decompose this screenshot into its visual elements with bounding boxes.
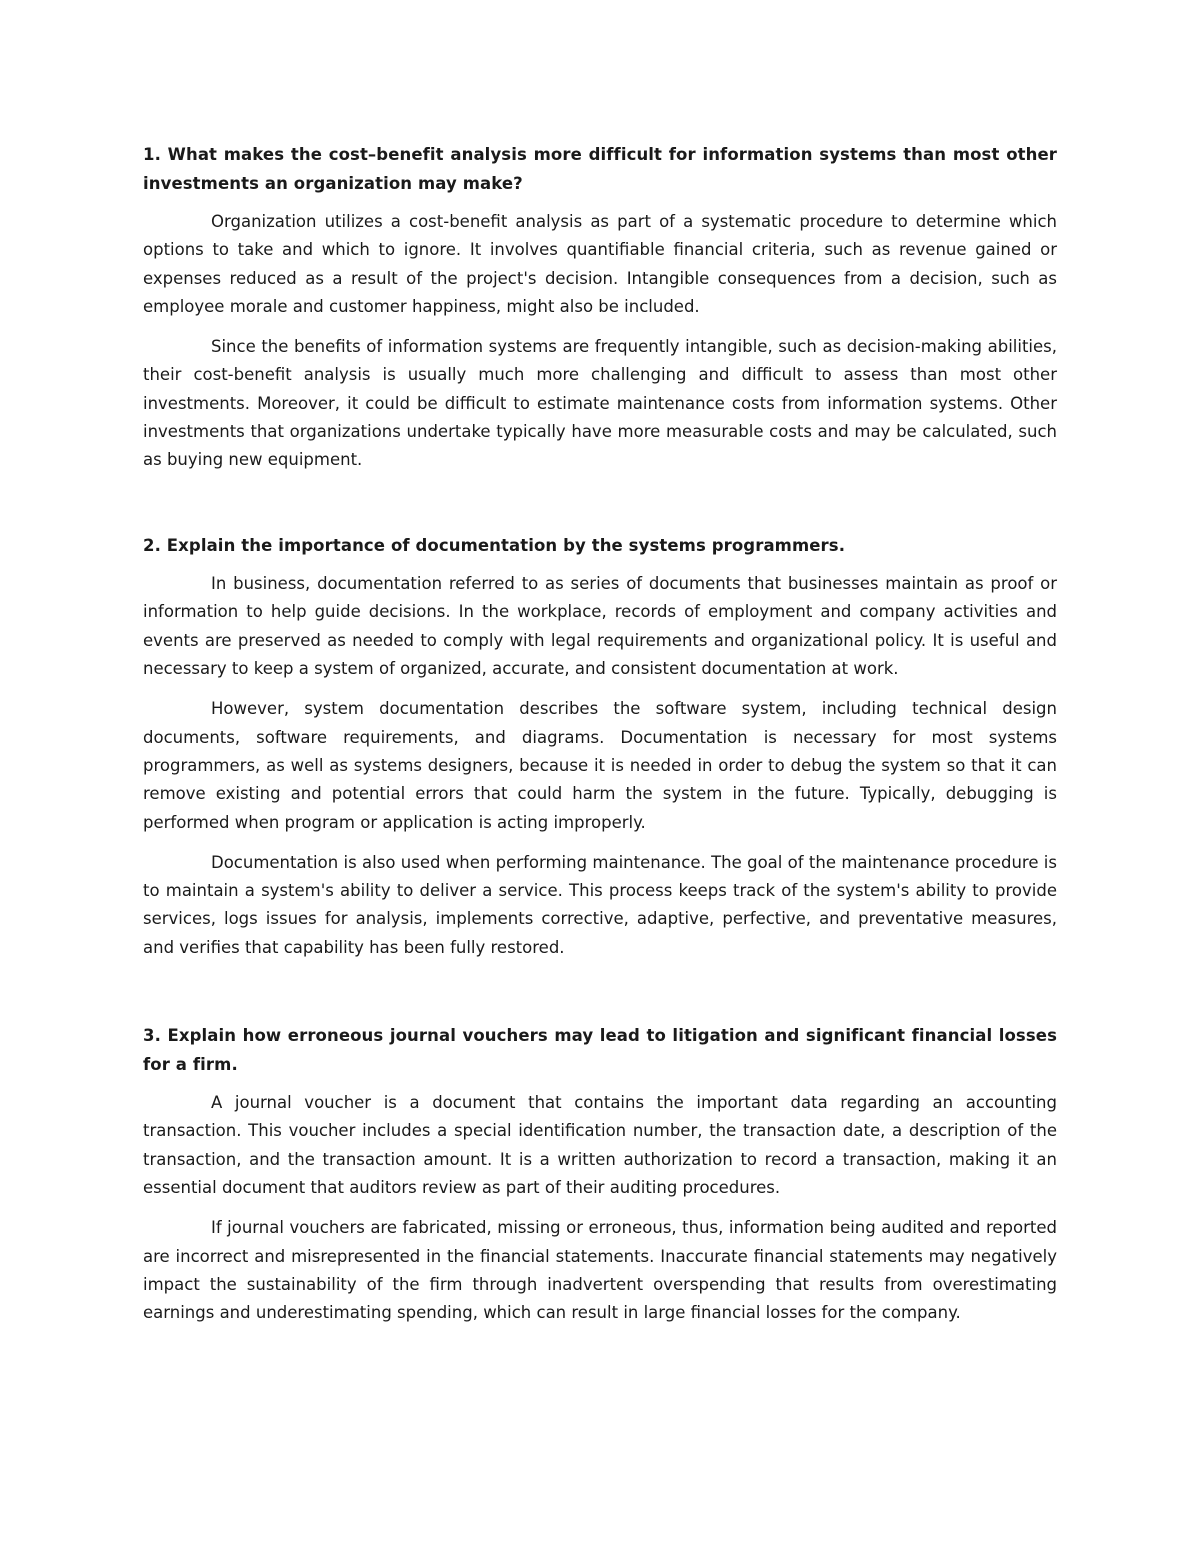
section-gap: [143, 487, 1057, 532]
question-heading: 3. Explain how erroneous journal vouchers may lead to litigation and significant financial losses for a firm.: [143, 1026, 1057, 1074]
answer-paragraph: If journal vouchers are fabricated, missing or erroneous, thus, information being audited and reported are incorrect and misrepresented in the financial statements. Inaccurate financial statements may negatively impact the sustainability of the firm through inadvertent overspending that results from overestimating earnings and underestimating spending, which can result in large financial losses for the company.: [143, 1218, 1057, 1323]
section-gap: [143, 974, 1057, 1022]
answer-paragraph: However, system documentation describes the software system, including technical design documents, software requirements, and diagrams. Documentation is necessary for most systems programmers, as well as systems designers, because it is needed in order to debug the system so that it can remove existing and potential errors that could harm the system in the future. Typically, debugging is performed when program or application is acting improperly.: [143, 699, 1057, 832]
document-page: [143, 141, 1057, 1339]
answer-paragraph: Documentation is also used when performing maintenance. The goal of the maintenance procedure is to maintain a system's ability to deliver a service. This process keeps track of the system's ability to provide services, logs issues for analysis, implements corrective, adaptive, perfective, and preventative measures, and verifies that capability has been fully restored.: [143, 852, 1057, 957]
question-heading: 1. What makes the cost–benefit analysis more difficult for information systems than most other investments an organization may make?: [143, 145, 1057, 193]
answer-paragraph: Since the benefits of information systems are frequently intangible, such as decision-making abilities, their cost-benefit analysis is usually much more challenging and difficult to assess than most other investments. Moreover, it could be difficult to estimate maintenance costs from information systems. Other investments that organizations undertake typically have more measurable costs and may be calculated, such as buying new equipment.: [143, 337, 1057, 470]
answer-paragraph: A journal voucher is a document that contains the important data regarding an accounting transaction. This voucher includes a special identification number, the transaction date, a description of the transaction, and the transaction amount. It is a written authorization to record a transaction, making it an essential document that auditors review as part of their auditing procedures.: [143, 1093, 1057, 1197]
section-2: [143, 532, 1057, 962]
section-1: [143, 141, 1057, 475]
answer-paragraph: Organization utilizes a cost-benefit analysis as part of a systematic procedure to determine which options to take and which to ignore. It involves quantifiable financial criteria, such as revenue gained or expenses reduced as a result of the project's decision. Intangible consequences from a decision, such as employee morale and customer happiness, might also be included.: [143, 212, 1057, 316]
answer-paragraph: In business, documentation referred to as series of documents that businesses maintain as proof or information to help guide decisions. In the workplace, records of employment and company activities and events are preserved as needed to comply with legal requirements and organizational policy. It is useful and necessary to keep a system of organized, accurate, and consistent documentation at work.: [143, 574, 1057, 679]
section-3: [143, 1022, 1057, 1327]
question-heading: 2. Explain the importance of documentation by the systems programmers.: [143, 535, 846, 555]
